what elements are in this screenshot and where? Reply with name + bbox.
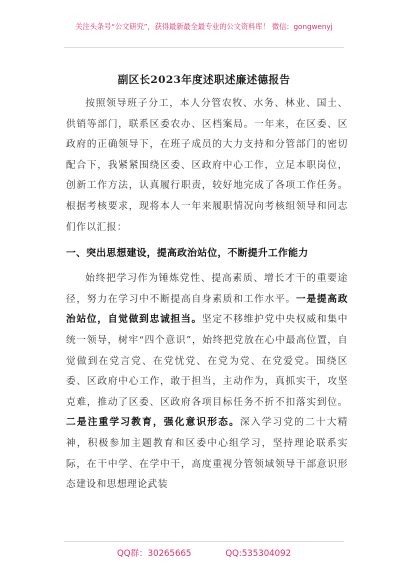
footer-contact: [0, 547, 408, 559]
section-1-text-2: 坚定不移维护党中央权威和集中统一领导，树牢“四个意识”，始终把党放在心中最高位置，自觉做到在党言党、在党忧党、在党为党、在党爱党。围绕区委、区政府中心工作，敢于担当，主动作为，真抓实干，攻坚克难，推动了区委、区政府各项目标任务不折不扣落实到位。: [66, 314, 348, 408]
section-1-point-1: 一是提高政治站位，自觉做到忠诚担当。: [66, 293, 349, 326]
header-divider: [64, 47, 344, 48]
section-1-text-1: 始终把学习作为锤炼党性、提高素质、增长才干的重要途径，努力在学习中不断提高自身素质和工作水平。: [66, 273, 348, 305]
qq-group-text: QQ群：30265665: [116, 549, 192, 559]
document-title: 副区长2023年度述职述廉述德报告: [117, 74, 291, 86]
header-banner: 关注头条号“公文研究”，获得最新最全最专业的公文资料库！ 微信：gongwenyj: [75, 22, 333, 31]
intro-paragraph: 按照领导班子分工，本人分管农牧、水务、林业、国土、供销等部门，联系区委农办、区档案局。一年来，在区委、区政府的正确领导下，在班子成员的大力支持和分管部门的密切配合下，我紧紧围绕区委、区政府中心工作，立足本职岗位，创新工作方法，认真履行职责，较好地完成了各项工作任务。根据考核要求，现将本人一年来履职情况向考核组领导和同志们作以汇报：: [66, 98, 348, 233]
qq-number-text: QQ:535304092: [225, 549, 292, 559]
document-body: [66, 94, 348, 496]
section-1-heading: 一、突出思想建设，提高政治站位，不断提升工作能力: [66, 248, 309, 260]
footer-divider: [64, 541, 344, 542]
section-1-point-2: 二是注重学习教育，强化意识形态。: [66, 417, 240, 429]
section-1-text-3: 深入学习党的二十大精神，积极参加主题教育和区委中心组学习，坚持理论联系实际，在干中学、在学中干，高度重视分管领域领导干部意识形态建设和思想理论武装: [66, 417, 348, 491]
section-1-paragraph: [66, 269, 348, 496]
